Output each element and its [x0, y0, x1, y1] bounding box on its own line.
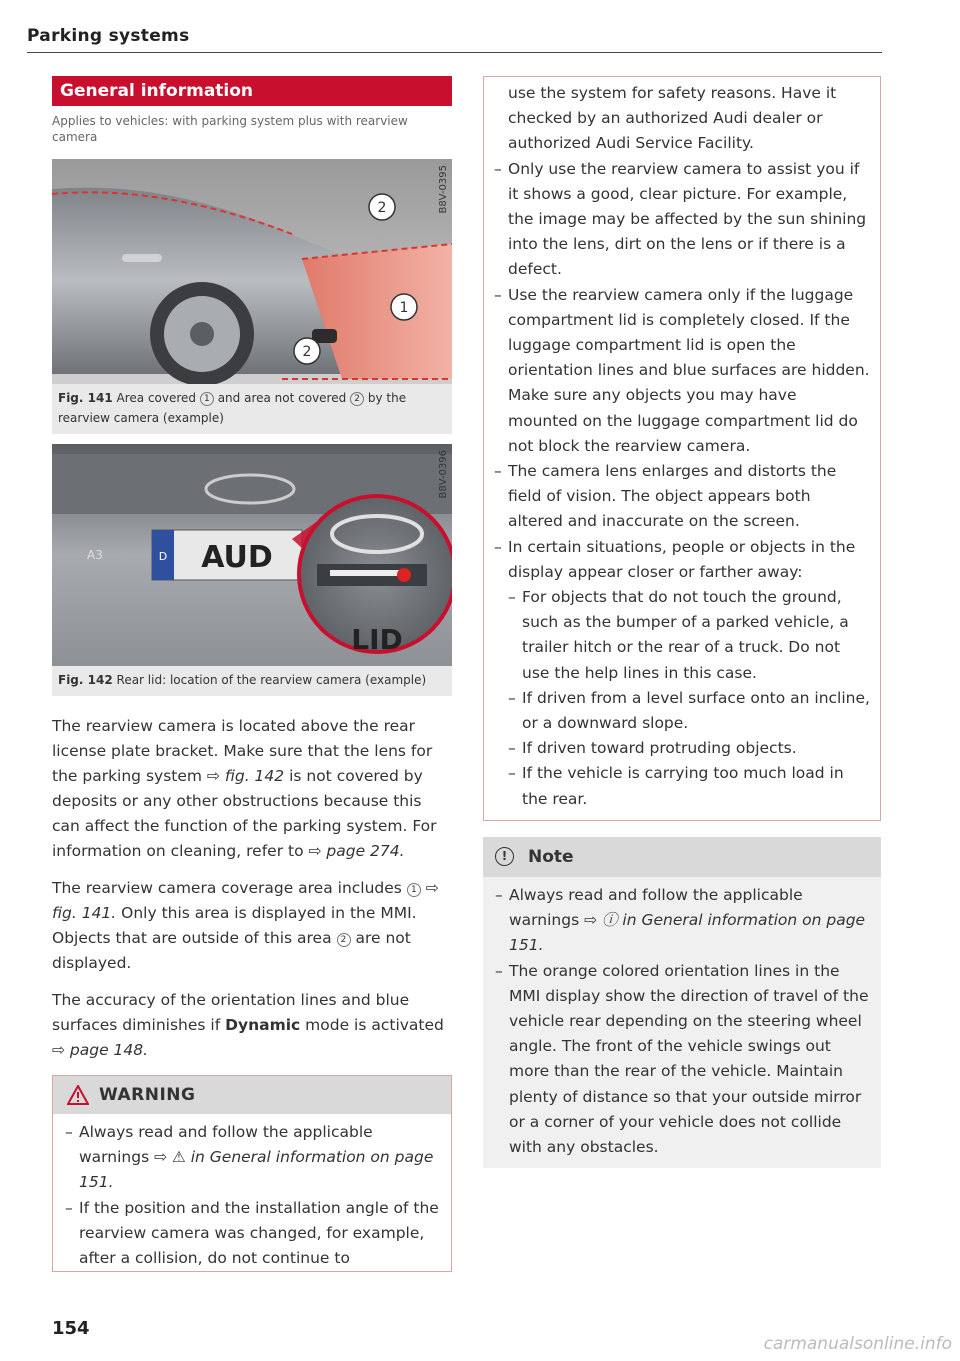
- model-badge: A3: [87, 548, 103, 562]
- fig-141-link[interactable]: ⇨ fig. 141.: [52, 879, 439, 922]
- text: If driven from a level surface onto an incline, or a downward slope.: [522, 688, 870, 733]
- text: The camera lens enlarges and distorts the field of vision. The object appears both altered and inaccurate on the screen.: [508, 462, 837, 531]
- note-body: [483, 877, 881, 1168]
- svg-text:LID: LID: [351, 623, 403, 656]
- text: The accuracy of the orientation lines and blue surfaces diminishes if: [52, 991, 410, 1034]
- text: Only this area is displayed in the MMI. Objects that are outside of this area: [52, 904, 417, 947]
- figure-code: B8V-0396: [438, 450, 449, 499]
- list-item: – The camera lens enlarges and distorts the field of vision. The object appears both altered and inaccurate on the screen.: [494, 462, 837, 531]
- text: Always read and follow the applicable warnings: [79, 1123, 373, 1167]
- text: The rearview camera is located above the rear license plate bracket. Make sure that the lens for the parking system: [52, 717, 433, 785]
- right-column: [483, 76, 881, 1168]
- page-151-link[interactable]: ⇨ ⓘ in General information on page 151.: [509, 911, 866, 955]
- list-item: – Always read and follow the applicable warnings ⇨ ⚠ in General information on page 151.: [65, 1123, 434, 1192]
- page-274-link[interactable]: ⇨ page 274.: [308, 842, 405, 860]
- warning-header: [53, 1076, 451, 1114]
- left-column: [52, 76, 452, 1272]
- warning-icon: [67, 1085, 89, 1105]
- figure-141-image: [52, 159, 452, 384]
- text: The rearview camera coverage area includes: [52, 879, 407, 897]
- text: If driven toward protruding objects.: [522, 739, 797, 758]
- note-header: [483, 837, 881, 877]
- warning-title: WARNING: [99, 1085, 196, 1105]
- page-151-link[interactable]: ⇨ ⚠ in General information on page 151.: [79, 1148, 434, 1192]
- continued-text: use the system for safety reasons. Have it checked by an authorized Audi dealer or authorized Audi Service Facility.: [508, 84, 837, 153]
- caption-label: Fig. 141: [58, 391, 113, 405]
- fig-142-link[interactable]: ⇨ fig. 142: [206, 767, 285, 785]
- circled-2: 2: [337, 933, 351, 947]
- warning-box: [52, 1075, 452, 1272]
- sub-list-item: – If the vehicle is carrying too much load in the rear.: [508, 764, 844, 808]
- page-148-link[interactable]: ⇨ page 148.: [52, 1041, 149, 1059]
- page-number: 154: [52, 1318, 90, 1339]
- text: If the position and the installation angle of the rearview camera was changed, for example, after a collision, do not continue to: [79, 1198, 439, 1268]
- list-item: – If the position and the installation angle of the rearview camera was changed, for example, after a collision, do not continue to: [65, 1198, 439, 1268]
- text: are not displayed.: [52, 929, 411, 972]
- body-paragraph-1: [52, 714, 452, 864]
- text: For objects that do not touch the ground, such as the bumper of a parked vehicle, a trailer hitch or the rear of a truck. Do not use the help lines in this case.: [522, 588, 849, 682]
- sub-list-item: – If driven toward protruding objects.: [508, 739, 797, 758]
- body-paragraph-3: [52, 988, 452, 1063]
- circled-1: 1: [200, 392, 214, 406]
- text: Always read and follow the applicable warnings: [509, 885, 803, 930]
- text: The orange colored orientation lines in the MMI display show the direction of travel of the vehicle rear depending on the steering wheel angle. The front of the vehicle swings out more than the rear of the vehicle. Maintain plenty of distance so that your outside mirror or a corner of your vehicle does not collide with any obstacles.: [509, 961, 869, 1156]
- circled-2: 2: [350, 392, 364, 406]
- marker-2-top: 2: [377, 200, 387, 216]
- text: Use the rearview camera only if the luggage compartment lid is completely closed. If the luggage compartment lid is open the orientation lines and blue surfaces are hidden. Make sure any objects you may have mounted on the luggage compartment lid do not block the rearview camera.: [508, 285, 870, 455]
- figure-142-image: [52, 444, 452, 666]
- figure-141: [52, 159, 452, 434]
- figure-142-caption: [52, 666, 452, 696]
- circled-1: 1: [407, 883, 421, 897]
- list-item: – In certain situations, people or objects in the display appear closer or farther away:: [494, 537, 856, 581]
- list-item: – Use the rearview camera only if the luggage compartment lid is completely closed. If the luggage compartment lid is open the orientation lines and blue surfaces are hidden. Make sure any objects you may have mounted on the luggage compartment lid do not block the rearview camera.: [494, 285, 870, 455]
- body-paragraph-2: [52, 876, 452, 976]
- info-icon: !: [495, 847, 514, 866]
- list-item: – Always read and follow the applicable warnings ⇨ ⓘ in General information on page 151.: [495, 885, 866, 955]
- text: If the vehicle is carrying too much load in the rear.: [522, 764, 844, 808]
- caption-text: Rear lid: location of the rearview camera (example): [116, 673, 427, 687]
- figure-142: [52, 444, 452, 696]
- caption-text: Area covered: [116, 391, 197, 405]
- sub-list-item: – For objects that do not touch the ground, such as the bumper of a parked vehicle, a trailer hitch or the rear of a truck. Do not use the help lines in this case.: [508, 588, 849, 682]
- caption-text: and area not covered: [217, 391, 347, 405]
- warning-continuation-box: [483, 76, 881, 821]
- marker-2-bottom: 2: [302, 344, 312, 360]
- dynamic-mode-term: Dynamic: [225, 1016, 301, 1034]
- watermark: carmanualsonline.info: [763, 1334, 952, 1354]
- text: mode is activated: [300, 1016, 444, 1034]
- text: is not covered by deposits or any other obstructions because this can affect the function of the parking system. For information on cleaning, refer to: [52, 767, 437, 860]
- note-box: [483, 837, 881, 1168]
- warning-body: [53, 1114, 451, 1271]
- caption-text: by the rearview camera (example): [58, 391, 407, 425]
- header-rule: [27, 52, 882, 53]
- plate-country: D: [158, 550, 168, 563]
- note-title: Note: [528, 846, 574, 867]
- plate-text: AUD: [201, 540, 273, 575]
- text: In certain situations, people or objects in the display appear closer or farther away:: [508, 537, 856, 581]
- running-header: Parking systems: [27, 26, 190, 46]
- rear-lid-camera-illustration: [52, 444, 452, 666]
- caption-label: Fig. 142: [58, 673, 113, 687]
- figure-code: B8V-0395: [438, 165, 449, 214]
- text: Only use the rearview camera to assist you if it shows a good, clear picture. For example, the image may be affected by the sun shining into the lens, dirt on the lens or if there is a defect.: [508, 159, 867, 279]
- marker-1: 1: [399, 300, 409, 316]
- figure-141-caption: [52, 384, 452, 434]
- section-title: General information: [52, 76, 452, 106]
- car-rear-side-illustration: [52, 159, 452, 384]
- sub-list-item: – If driven from a level surface onto an incline, or a downward slope.: [508, 688, 870, 733]
- applies-to-note: Applies to vehicles: with parking system plus with rearview camera: [52, 114, 408, 144]
- list-item: – The orange colored orientation lines in the MMI display show the direction of travel of the vehicle rear depending on the steering wheel angle. The front of the vehicle swings out more than the rear of the vehicle. Maintain plenty of distance so that your outside mirror or a corner of your vehicle does not collide with any obstacles.: [495, 961, 869, 1156]
- list-item: – Only use the rearview camera to assist you if it shows a good, clear picture. For example, the image may be affected by the sun shining into the lens, dirt on the lens or if there is a defect.: [494, 159, 867, 279]
